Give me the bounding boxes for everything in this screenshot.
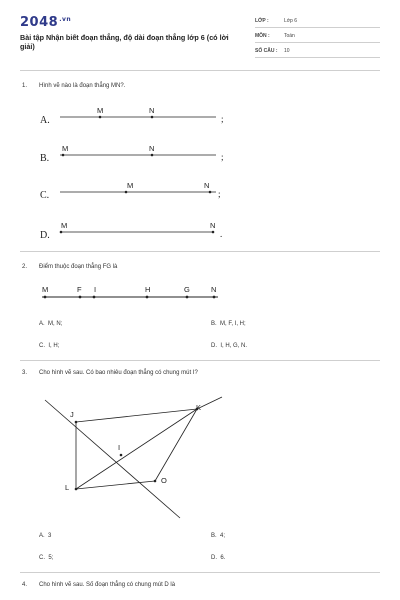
point-l <box>75 488 78 491</box>
option-letter-b: B. <box>40 153 50 164</box>
point-label-m: M <box>97 106 104 115</box>
answer-option-d[interactable]: D. I, H, G, N. <box>211 343 248 349</box>
question-number: 2. <box>22 264 28 270</box>
point-label-g: G <box>184 285 190 294</box>
answer-option-b[interactable]: B. 4; <box>211 533 226 539</box>
answer-option-c[interactable]: C. I, H; <box>39 343 60 349</box>
meta-value-class: Lớp 6 <box>284 18 298 24</box>
punctuation: . <box>220 229 223 239</box>
point-label-n: N <box>204 181 210 190</box>
point-label-f: F <box>77 285 82 294</box>
point-h <box>146 296 149 299</box>
point-m <box>44 296 47 299</box>
punctuation: ; <box>221 114 224 124</box>
question-number: 3. <box>22 370 28 376</box>
point-j <box>75 421 78 424</box>
point-m <box>62 154 65 157</box>
point-label-i: I <box>118 443 121 452</box>
option-letter-d: D. <box>40 230 50 241</box>
meta-value-count: 10 <box>284 48 290 54</box>
point-o <box>154 480 157 483</box>
document-title: Bài tập Nhận biết đoạn thẳng, độ dài đoạn thẳng lớp 6 (có lời giải) <box>20 33 229 51</box>
point-n <box>151 154 154 157</box>
question-divider <box>20 251 380 252</box>
point-m <box>60 231 63 234</box>
answer-option-c[interactable]: C. 5; <box>39 555 54 561</box>
segment-jk <box>76 409 197 422</box>
point-n <box>151 116 154 119</box>
point-g <box>186 296 189 299</box>
question-number: 1. <box>22 83 28 89</box>
meta-label-class: LỚP : <box>255 18 269 24</box>
point-label-m: M <box>61 221 68 230</box>
option-letter-c: C. <box>40 190 50 201</box>
point-label-n: N <box>149 144 155 153</box>
question-divider <box>20 360 380 361</box>
punctuation: ; <box>221 152 224 162</box>
point-label-n: N <box>149 106 155 115</box>
question-text: Cho hình vẽ sau. Có bao nhiêu đoạn thẳng có chung mút I? <box>39 370 198 376</box>
question-text: Hình vẽ nào là đoạn thẳng MN?. <box>39 83 126 89</box>
point-label-n: N <box>211 285 217 294</box>
point-label-m: M <box>42 285 49 294</box>
answer-option-a[interactable]: A. 3 <box>39 533 52 539</box>
option-letter-a: A. <box>40 115 50 126</box>
point-label-m: M <box>127 181 134 190</box>
point-label-l: L <box>65 483 70 492</box>
point-i <box>93 296 96 299</box>
point-label-m: M <box>62 144 69 153</box>
point-m <box>125 191 128 194</box>
segment-lo <box>76 481 155 489</box>
point-n <box>212 231 215 234</box>
question-text: Cho hình vẽ sau. Số đoạn thẳng có chung mút D là <box>39 582 176 588</box>
meta-label-count: SỐ CÂU : <box>255 48 278 54</box>
point-m <box>99 116 102 119</box>
point-label-n: N <box>210 221 216 230</box>
question-text: Điểm thuộc đoạn thẳng FG là <box>39 264 118 270</box>
meta-value-subject: Toán <box>284 33 295 39</box>
point-label-k: K <box>196 403 202 412</box>
question-divider <box>20 572 380 573</box>
answer-option-a[interactable]: A. M, N; <box>39 321 63 327</box>
segment-ok <box>155 409 197 481</box>
answer-option-d[interactable]: D. 6. <box>211 555 226 561</box>
site-logo: $2048^{.vn}$ <box>20 15 72 30</box>
meta-label-subject: MÔN : <box>255 33 270 39</box>
point-n <box>213 296 216 299</box>
point-n <box>209 191 212 194</box>
point-label-o: O <box>161 476 167 485</box>
punctuation: ; <box>218 189 221 199</box>
question-number: 4. <box>22 582 28 588</box>
segment-lk <box>76 409 197 489</box>
point-label-h: H <box>145 285 151 294</box>
point-i <box>120 454 123 457</box>
point-label-j: J <box>70 410 74 419</box>
point-label-i: I <box>94 285 97 294</box>
answer-option-b[interactable]: B. M, F, I, H; <box>211 321 246 327</box>
point-f <box>79 296 82 299</box>
